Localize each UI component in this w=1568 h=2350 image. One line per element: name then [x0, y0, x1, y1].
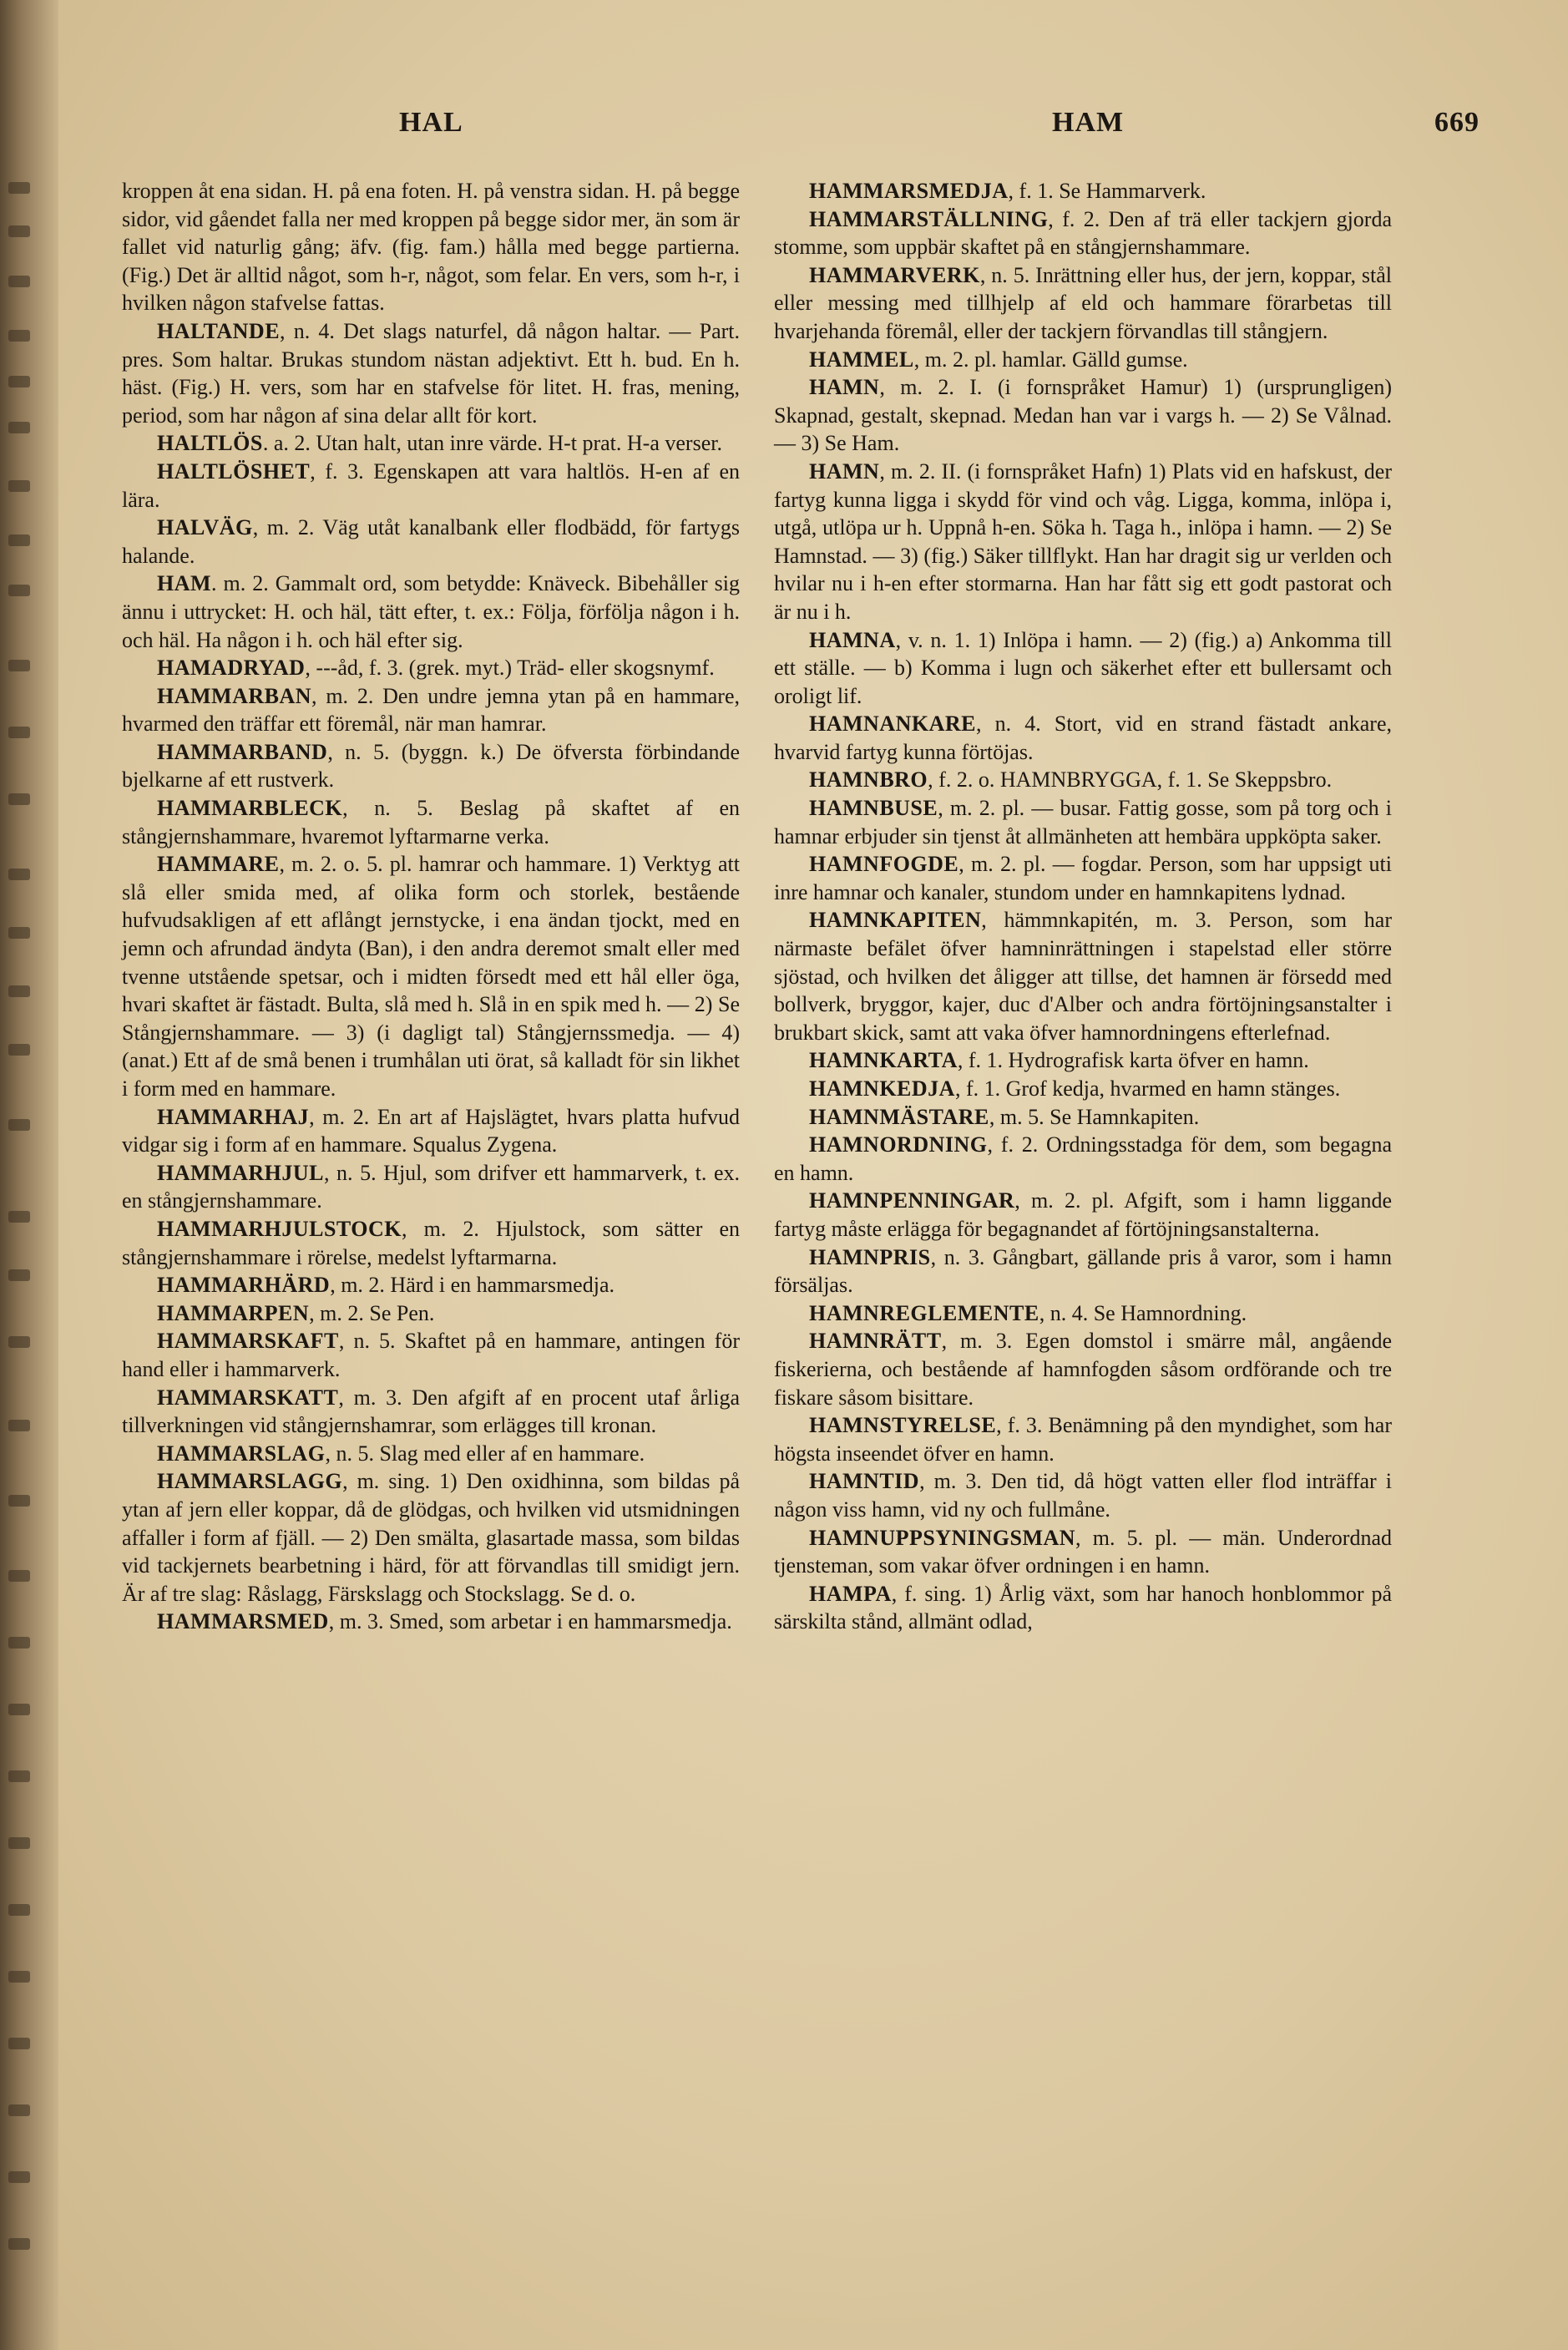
dictionary-entry	[122, 1103, 740, 1159]
dictionary-entry	[774, 1580, 1392, 1636]
entry-definition: , m. 2. Hjulstock, som sätter en stångjernshammare i rörelse, medelst lyftarmarna.	[122, 1216, 740, 1269]
dictionary-entry	[774, 261, 1392, 346]
entry-definition: , m. 2. II. (i fornspråket Hafn) 1) Plats vid en hafskust, der fartyg kunna ligga i skydd för vind och våg. Ligga, komma, inlöpa i, utgå, utlöpa ur h. Uppnå h-en. Söka h. Taga h., inlöpa i hamn. — 2) Se Hamnstad. — 3) (fig.) Säker tillflykt. Han har dragit sig ur verlden och hvilar nu i h-en efter stormarna. Han har fått sig ett godt pastorat och är nu i h.	[774, 458, 1392, 624]
entry-definition: , m. 3. Smed, som arbetar i en hammarsmedja.	[328, 1609, 732, 1634]
entry-headword: HAMNPENNINGAR	[809, 1188, 1015, 1213]
dictionary-entry	[774, 1243, 1392, 1299]
entry-headword: HAMMEL	[809, 347, 914, 372]
entry-headword: HAMNBRO	[809, 767, 928, 793]
entry-definition: , m. 2. Den undre jemna ytan på en hammare, hvarmed den träffar ett föremål, när man hamrar.	[122, 683, 740, 737]
dictionary-entry	[774, 794, 1392, 850]
entry-headword: HAMNREGLEMENTE	[809, 1300, 1039, 1325]
entry-definition: , n. 5. Skaftet på en hammare, antingen för hand eller i hammarverk.	[122, 1329, 740, 1381]
dictionary-entry	[122, 1327, 740, 1383]
entry-definition: , f. 2. Den af trä eller tackjern gjorda stomme, som uppbär skaftet på en stångjernshammare.	[774, 206, 1392, 260]
dictionary-entry	[774, 1075, 1392, 1103]
dictionary-entry	[774, 1411, 1392, 1467]
entry-headword: HAMNKARTA	[809, 1048, 958, 1073]
entry-definition: , n. 5. Slag med eller af en hammare.	[325, 1441, 645, 1466]
entry-definition: , m. 2. Väg utåt kanalbank eller flodbädd, för fartygs halande.	[122, 515, 740, 568]
entry-definition: , n. 3. Gångbart, gällande pris å varor, som i hamn försäljas.	[774, 1244, 1392, 1298]
entry-definition: , f. 3. Benämning på den myndighet, som har högsta inseendet öfver en hamn.	[774, 1413, 1392, 1466]
entry-headword: HAMMARHAJ	[157, 1104, 310, 1129]
dictionary-entry	[122, 177, 740, 317]
dictionary-entry	[122, 794, 740, 850]
entry-headword: HAMMARPEN	[157, 1300, 310, 1325]
entry-definition: , m. 3. Egen domstol i smärre mål, angående fiskerierna, och bestående af hamnfogden såsom ordförande och tre fiskare såsom bisittare.	[774, 1329, 1392, 1410]
entry-definition: , m. 2. Se Pen.	[309, 1300, 435, 1325]
entry-definition: , m. 2. En art af Hajslägtet, hvars platta hufvud vidgar sig i form af en hammare. Squalus Zygena.	[122, 1104, 740, 1157]
dictionary-entry	[774, 177, 1392, 205]
entry-headword: HAMNBUSE	[809, 796, 938, 821]
entry-headword: HAMMARSTÄLLNING	[809, 206, 1049, 231]
entry-headword: HAMNANKARE	[809, 712, 976, 737]
entry-definition: , m. 2. o. 5. pl. hamrar och hammare. 1) Verktyg att slå eller smida med, af olika form och storlek, bestående hufvudsakligen af ett aflångt jernstycke, i ena ändan tjockt, med en jemn och afrundad ändyta (Ban), i den andra deremot smalt eller med tvenne utstående spetsar, och i midten försedt med ett hål eller öga, hvari skaftet är fästadt. Bulta, slå med h. Slå in en spik med h. — 2) Se Stångjernshammare. — 3) (i dagligt tal) Stångjernssmedja. — 4) (anat.) Ett af de små benen i trumhålan uti örat, så kalladt för sin likhet i form med en hammare.	[122, 852, 740, 1101]
entry-headword: HALTLÖS	[157, 431, 263, 456]
dictionary-entry	[122, 317, 740, 429]
entry-definition: , m. 3. Den tid, då högt vatten eller flod inträffar i någon viss hamn, vid ny och fullmåne.	[774, 1469, 1392, 1522]
entry-headword: HAMNMÄSTARE	[809, 1104, 989, 1129]
dictionary-entry	[774, 373, 1392, 458]
dictionary-entry	[774, 1131, 1392, 1187]
entry-definition: , n. 5. Hjul, som drifver ett hammarverk, t. ex. en stångjernshammare.	[122, 1160, 740, 1213]
dictionary-entry	[774, 850, 1392, 906]
entry-definition: , m. 2. I. (i fornspråket Hamur) 1) (ursprungligen) Skapnad, gestalt, skepnad. Medan han var i vargs h. — 2) Se Vålnad. — 3) Se Ham.	[774, 375, 1392, 456]
dictionary-entry	[774, 1046, 1392, 1075]
entry-headword: HAMNA	[809, 627, 896, 652]
entry-headword: HAMNUPPSYNINGSMAN	[809, 1525, 1076, 1550]
entry-definition: , f. 3. Egenskapen att vara haltlös. H-en af en lära.	[122, 458, 740, 512]
entry-headword: HALTLÖSHET	[157, 458, 311, 484]
left-running-head: HAL	[399, 107, 463, 138]
entry-definition: . m. 2. Gammalt ord, som betydde: Knäveck. Bibehåller sig ännu i uttrycket: H. och häl, tätt efter, t. ex.: Följa, förfölja någon i h. och häl. Ha någon i h. och häl efter sig.	[122, 571, 740, 652]
entry-definition: , m. 2. pl. hamlar. Gälld gumse.	[913, 347, 1188, 372]
entry-definition: , hämmnkapitén, m. 3. Person, som har närmaste befälet öfver hamninrättningen i stapelstad eller större sjöstad, och hvilken det åligger att tillse, det hamnen är försedd med bollverk, bryggor, kajer, duc d'Alber och andra förtöjningsanstalter i brukbart skick, samt att vaka öfver hamnordningens efterlefnad.	[774, 908, 1392, 1045]
dictionary-entry	[122, 1467, 740, 1608]
entry-headword: HAMADRYAD	[157, 656, 306, 681]
entry-definition: , n. 4. Stort, vid en strand fästadt ankare, hvarvid fartyg kunna förtöjas.	[774, 712, 1392, 764]
entry-headword: HAMNORDNING	[809, 1132, 988, 1157]
left-column	[122, 177, 740, 1636]
entry-definition: , m. 5. pl. — män. Underordnad tjensteman, som vakar öfver ordningen i en hamn.	[774, 1525, 1392, 1578]
entry-headword: HALVÄG	[157, 515, 253, 540]
dictionary-entry	[122, 850, 740, 1102]
entry-headword: HAMMARHJULSTOCK	[157, 1216, 402, 1241]
dictionary-entry	[774, 1524, 1392, 1580]
entry-definition: , m. sing. 1) Den oxidhinna, som bildas på ytan af jern eller koppar, då de glödgas, och hvilken vid utsmidningen affaller i form af fjäll. — 2) Den smälta, glasartade massa, som bildas vid tackjernets bearbetning i härd, för att förvandlas till smidigt jern. Är af tre slag: Råslagg, Färskslagg och Stockslagg. Se d. o.	[122, 1469, 740, 1606]
entry-headword: HALTANDE	[157, 318, 281, 343]
dictionary-entry	[122, 682, 740, 738]
dictionary-entry	[122, 1271, 740, 1299]
entry-definition: , f. sing. 1) Årlig växt, som har hanoch honblommor på särskilta stånd, allmänt odlad,	[774, 1581, 1392, 1634]
dictionary-entry	[122, 1384, 740, 1440]
dictionary-entry	[122, 654, 740, 682]
entry-definition: , f. 1. Hydrografisk karta öfver en hamn.	[957, 1048, 1309, 1073]
entry-headword: HAM	[157, 571, 212, 596]
dictionary-entry	[122, 1159, 740, 1215]
book-gutter	[0, 0, 58, 2350]
dictionary-entry	[774, 1467, 1392, 1523]
entry-headword: HAMMARSMED	[157, 1609, 329, 1634]
dictionary-entry	[122, 1215, 740, 1271]
entry-definition: , f. 1. Grof kedja, hvarmed en hamn stänges.	[954, 1076, 1341, 1101]
entry-headword: HAMMARSLAG	[157, 1441, 326, 1466]
entry-headword: HAMNKEDJA	[809, 1076, 955, 1101]
entry-definition: , n. 5. Inrättning eller hus, der jern, koppar, stål eller messing med tillhjelp af eld och hammare förarbetas till hvarjehanda föremål, eller der tackjern förvandlas till stångjern.	[774, 262, 1392, 343]
entry-definition: , v. n. 1. 1) Inlöpa i hamn. — 2) (fig.) a) Ankomma till ett ställe. — b) Komma i lugn och säkerhet efter ett bullersamt och oroligt lif.	[774, 627, 1392, 708]
entry-headword: HAMMARE	[157, 852, 280, 877]
dictionary-entry	[122, 1299, 740, 1328]
dictionary-entry	[774, 1103, 1392, 1132]
entry-headword: HAMNTID	[809, 1469, 920, 1494]
right-column	[774, 177, 1392, 1636]
page-number: 669	[1434, 107, 1479, 138]
entry-definition: kroppen åt ena sidan. H. på ena foten. H. på venstra sidan. H. på begge sidor, vid gåendet falla ner med kroppen på begge sidor mer, än som är fallet vid naturlig gång; äfv. (fig. fam.) hålla med begge partierna. (Fig.) Det är alltid något, som h-r, något, som felar. En vers, som h-r, i hvilken någon stafvelse fattas.	[122, 179, 740, 316]
entry-headword: HAMMARBLECK	[157, 796, 343, 821]
entry-definition: , ---åd, f. 3. (grek. myt.) Träd- eller skogsnymf.	[305, 656, 715, 681]
entry-definition: , m. 2. Härd i en hammarsmedja.	[330, 1273, 615, 1298]
entry-definition: , f. 2. o. HAMNBRYGGA, f. 1. Se Skeppsbro.	[928, 767, 1333, 793]
entry-definition: , m. 2. pl. Afgift, som i hamn liggande fartyg måste erlägga för begagnandet af förtöjningsanstalterna.	[774, 1188, 1392, 1241]
entry-definition: , m. 5. Se Hamnkapiten.	[989, 1104, 1200, 1129]
entry-headword: HAMMARSMEDJA	[809, 179, 1009, 203]
entry-headword: HAMMARSKAFT	[157, 1329, 339, 1354]
dictionary-entry	[774, 1327, 1392, 1411]
entry-headword: HAMMARSLAGG	[157, 1469, 343, 1494]
entry-headword: HAMNFOGDE	[809, 852, 959, 877]
entry-definition: , n. 4. Det slags naturfel, då någon haltar. — Part. pres. Som haltar. Brukas stundom nästan adjektivt. Ett h. bud. En h. häst. (Fig.) H. vers, som har en stafvelse för litet. H. fras, mening, period, som har någon af sina delar allt för kort.	[122, 318, 740, 428]
dictionary-entry	[774, 346, 1392, 374]
entry-definition: , m. 2. pl. — fogdar. Person, som har uppsigt uti inre hamnar och kanaler, stundom under en hamnkapitens lydnad.	[774, 852, 1392, 904]
dictionary-entry	[774, 458, 1392, 626]
entry-definition: , n. 5. Beslag på skaftet af en stångjernshammare, hvaremot lyftarmarne verka.	[122, 796, 740, 848]
entry-definition: , n. 4. Se Hamnordning.	[1039, 1300, 1247, 1325]
entry-headword: HAMN	[809, 375, 880, 400]
entry-definition: , m. 3. Den afgift af en procent utaf årliga tillverkningen vid stångjernshamrar, som erlägges till kronan.	[122, 1385, 740, 1438]
dictionary-entry	[774, 766, 1392, 794]
entry-headword: HAMMARBAND	[157, 739, 328, 764]
entry-headword: HAMNPRIS	[809, 1244, 931, 1269]
entry-headword: HAMMARHÄRD	[157, 1273, 331, 1298]
entry-headword: HAMMARHJUL	[157, 1160, 324, 1185]
entry-headword: HAMNRÄTT	[809, 1329, 942, 1354]
entry-headword: HAMMARSKATT	[157, 1385, 339, 1410]
dictionary-entry	[774, 906, 1392, 1046]
dictionary-entry	[122, 570, 740, 654]
entry-headword: HAMPA	[809, 1581, 892, 1606]
dictionary-entry	[774, 626, 1392, 711]
dictionary-entry	[122, 429, 740, 458]
entry-headword: HAMN	[809, 458, 880, 484]
entry-headword: HAMNSTYRELSE	[809, 1413, 997, 1438]
entry-definition: . a. 2. Utan halt, utan inre värde. H-t prat. H-a verser.	[262, 431, 722, 456]
dictionary-entry	[122, 738, 740, 794]
dictionary-entry	[774, 1187, 1392, 1243]
entry-definition: , f. 2. Ordningsstadga för dem, som begagna en hamn.	[774, 1132, 1392, 1185]
entry-definition: , n. 5. (byggn. k.) De öfversta förbindande bjelkarne af ett rustverk.	[122, 739, 740, 793]
dictionary-entry	[122, 1440, 740, 1468]
entry-definition: , f. 1. Se Hammarverk.	[1008, 179, 1206, 203]
dictionary-entry	[774, 710, 1392, 766]
dictionary-entry	[774, 1299, 1392, 1328]
entry-definition: , m. 2. pl. — busar. Fattig gosse, som på torg och i hamnar erbjuder sin tjenst åt allmänheten att hembära uppköpta saker.	[774, 796, 1392, 848]
entry-headword: HAMMARBAN	[157, 683, 312, 708]
entry-headword: HAMMARVERK	[809, 262, 980, 287]
entry-headword: HAMNKAPITEN	[809, 908, 982, 933]
right-running-head: HAM	[1052, 107, 1125, 138]
dictionary-entry	[122, 458, 740, 514]
dictionary-entry	[122, 1608, 740, 1636]
dictionary-entry	[774, 205, 1392, 261]
dictionary-entry	[122, 514, 740, 570]
